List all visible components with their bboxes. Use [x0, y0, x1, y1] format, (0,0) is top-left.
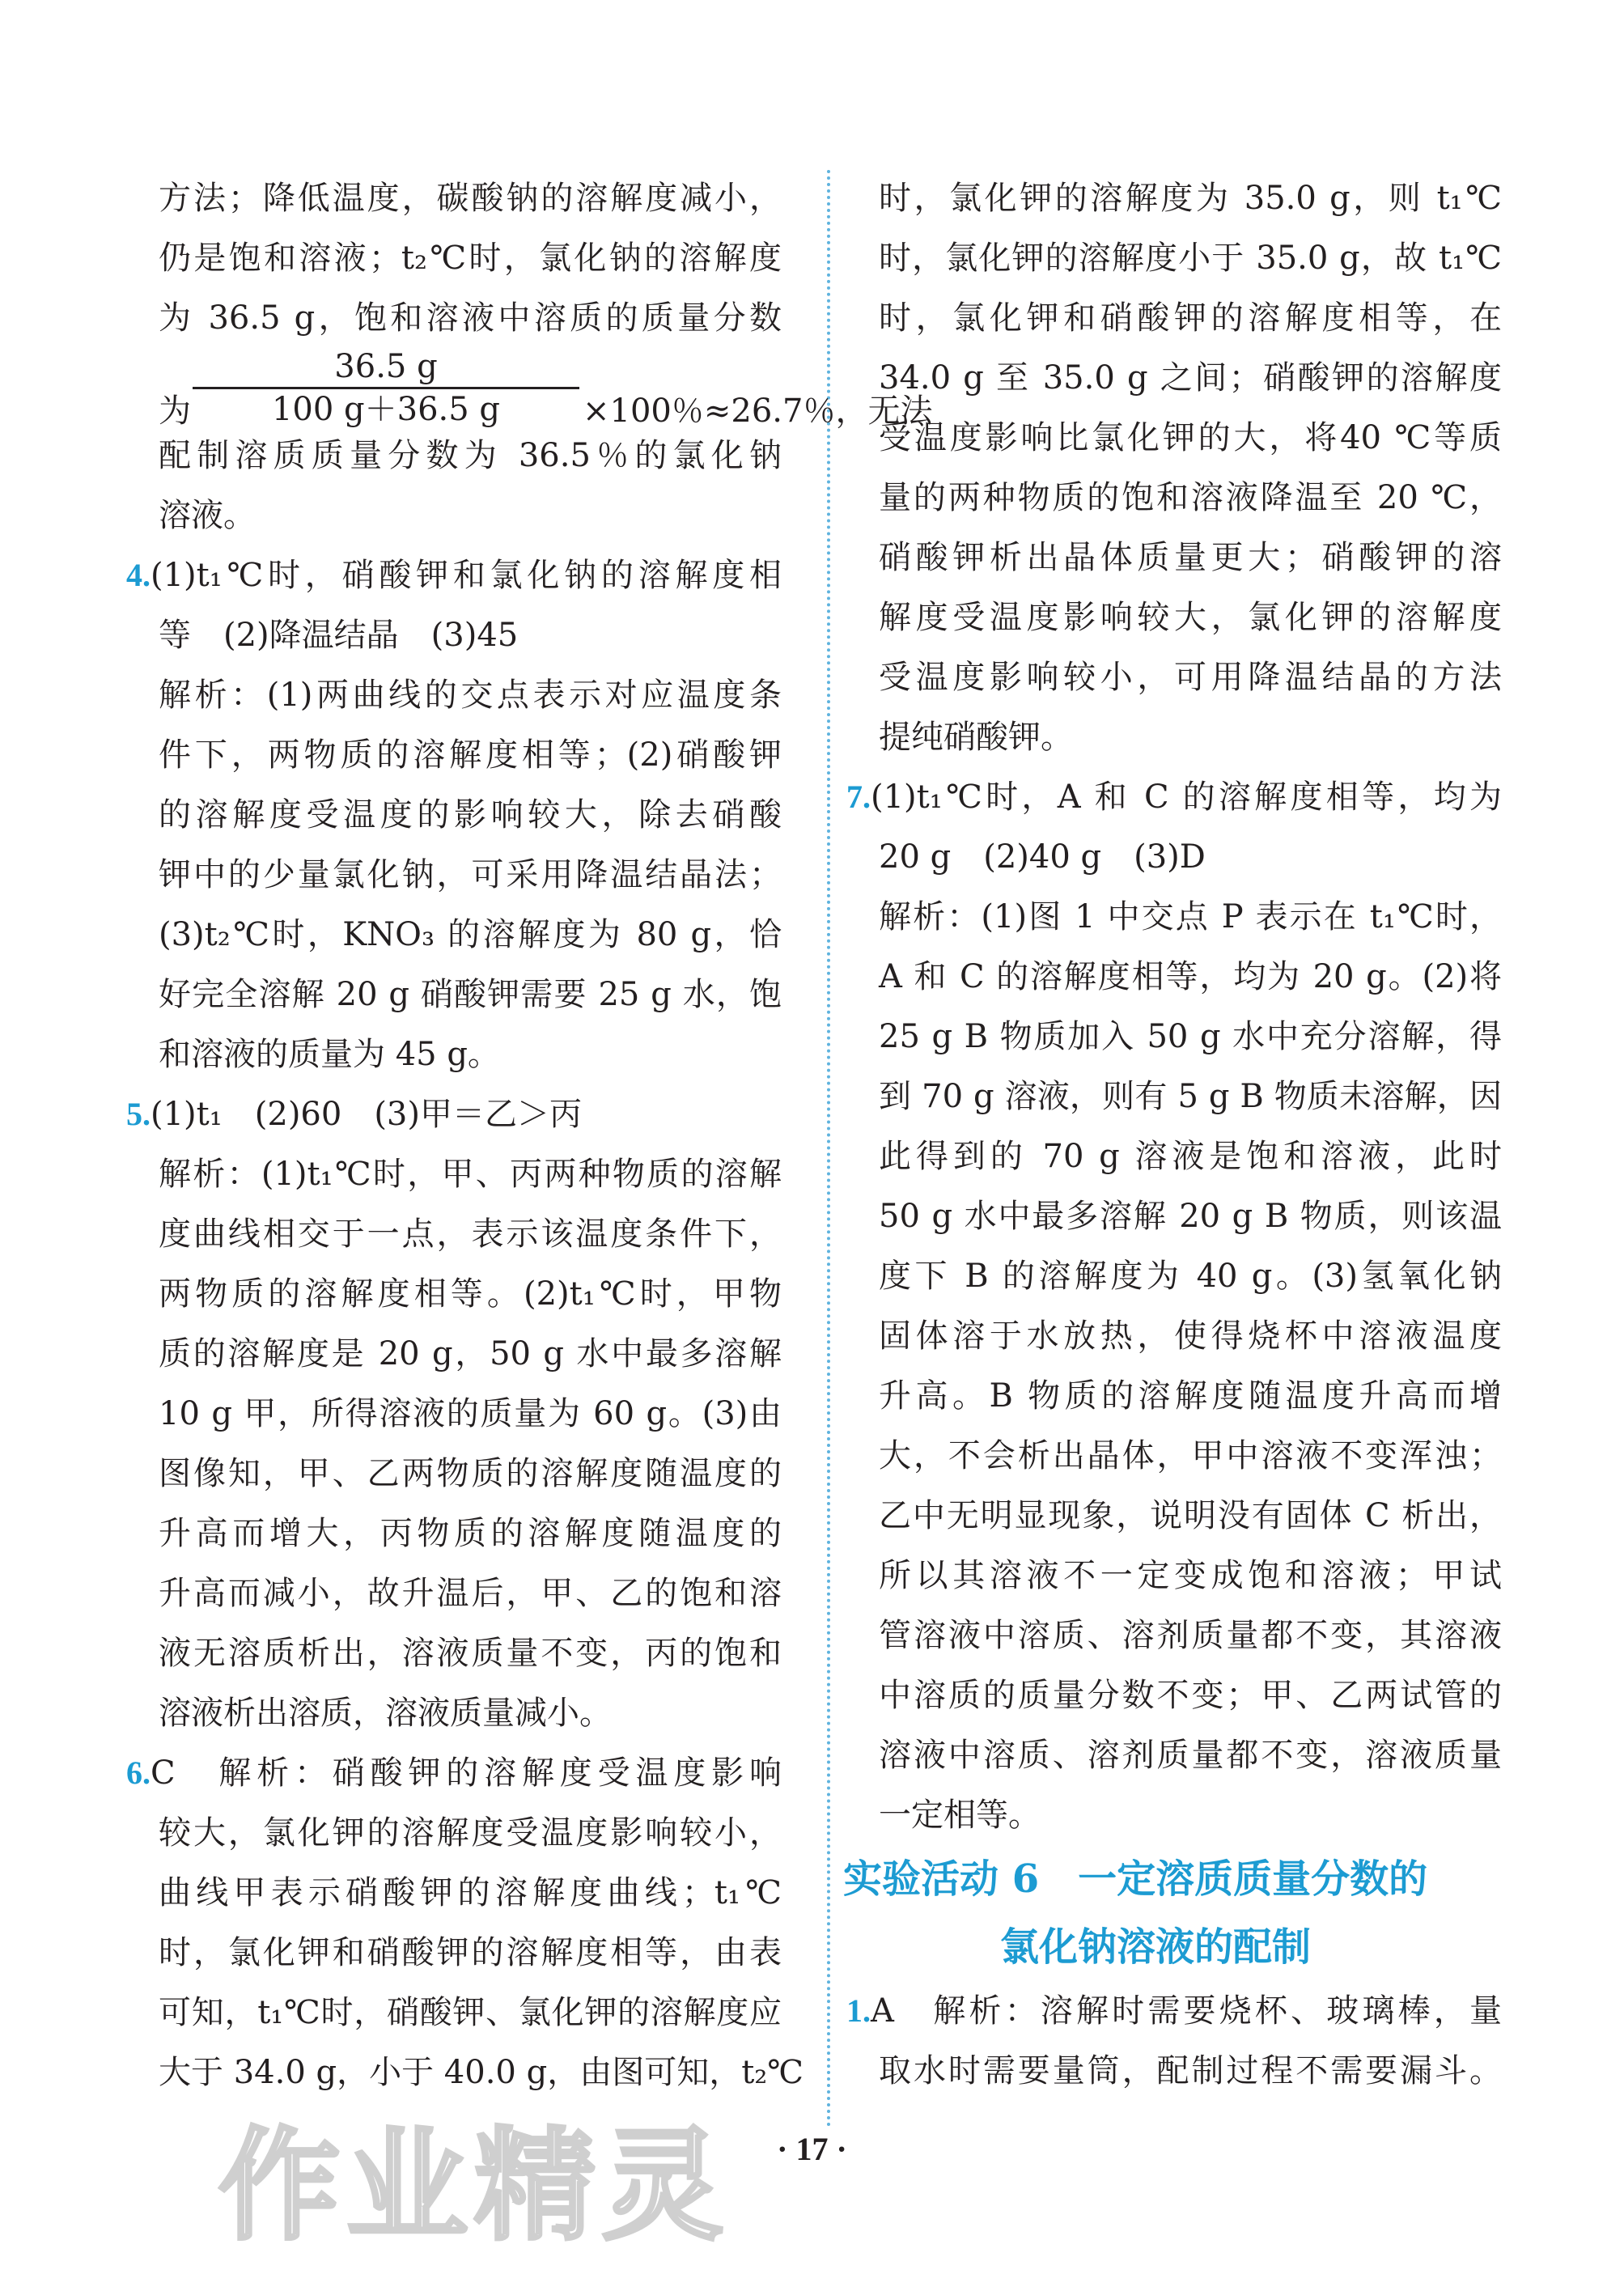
fraction	[193, 348, 579, 428]
text-line: C 解析：硝酸钾的溶解度受温度影响	[151, 1754, 782, 1792]
text-line: 和溶液的质量为 45 g。	[159, 1036, 500, 1073]
text-line: (1)t₁ (2)60 (3)甲＝乙＞丙	[151, 1096, 582, 1133]
text-line: 大于 34.0 g，小于 40.0 g，由图可知，t₂℃	[159, 2054, 804, 2091]
text-line: (1)t₁℃时，A 和 C 的溶解度相等，均为	[871, 779, 1502, 816]
text-line: 34.0 g 至 35.0 g 之间；硝酸钾的溶解度	[879, 359, 1502, 397]
text-line: 方法；降低温度，碳酸钠的溶解度减小，	[159, 180, 782, 217]
text-line: 时，氯化钾和硝酸钾的溶解度相等，由表	[159, 1934, 782, 1971]
fraction-suffix: ×100％≈26.7％，无法	[583, 392, 933, 430]
text-line: 解析：(1)t₁℃时，甲、丙两种物质的溶解	[159, 1156, 782, 1193]
text-line: 液无溶质析出，溶液质量不变，丙的饱和	[159, 1635, 782, 1672]
question-4	[126, 545, 782, 605]
text-line: 度曲线相交于一点，表示该温度条件下，	[159, 1215, 782, 1253]
section-heading: 实验活动 6 一定溶质质量分数的	[843, 1856, 1428, 1902]
text-line: 解析：(1)图 1 中交点 P 表示在 t₁℃时，	[879, 898, 1502, 935]
text-line: 硝酸钾析出晶体质量更大；硝酸钾的溶	[879, 539, 1502, 576]
text-line: 溶液。	[159, 497, 256, 534]
text-line: 曲线甲表示硝酸钾的溶解度曲线；t₁℃	[159, 1874, 782, 1911]
question-6	[126, 1743, 782, 1803]
text-line: 中溶质的质量分数不变；甲、乙两试管的	[879, 1677, 1502, 1714]
text-line: 仍是饱和溶液；t₂℃时，氯化钠的溶解度	[159, 240, 782, 277]
text-line: (1)t₁℃时，硝酸钾和氯化钠的溶解度相	[151, 557, 782, 594]
text-line: 好完全溶解 20 g 硝酸钾需要 25 g 水，饱	[159, 976, 782, 1013]
text-line: 受温度影响较小，可用降温结晶的方法	[879, 659, 1502, 696]
text-line: A 解析：溶解时需要烧杯、玻璃棒，量	[871, 1992, 1502, 2030]
text-line: 解析：(1)两曲线的交点表示对应温度条	[159, 677, 782, 714]
text-line: 管溶液中溶质、溶剂质量都不变，其溶液	[879, 1617, 1502, 1654]
text-line: 时，氯化钾的溶解度为 35.0 g，则 t₁℃	[879, 180, 1502, 217]
question-number: 6.	[126, 1754, 151, 1791]
text-line: 两物质的溶解度相等。(2)t₁℃时，甲物	[159, 1275, 782, 1313]
text-line: 件下，两物质的溶解度相等；(2)硝酸钾	[159, 736, 782, 774]
text-line: 量的两种物质的饱和溶液降温至 20 ℃，	[879, 479, 1502, 516]
left-column	[126, 168, 933, 2102]
column-divider	[827, 170, 830, 2128]
text-line: 50 g 水中最多溶解 20 g B 物质，则该温	[879, 1198, 1502, 1235]
text-line: 乙中无明显现象，说明没有固体 C 析出，	[879, 1497, 1502, 1534]
text-line: 时，氯化钾的溶解度小于 35.0 g，故 t₁℃	[879, 240, 1502, 277]
text-line: 到 70 g 溶液，则有 5 g B 物质未溶解，因	[879, 1078, 1502, 1115]
text-line: 所以其溶液不一定变成饱和溶液；甲试	[879, 1557, 1502, 1594]
text-line: 提纯硝酸钾。	[879, 719, 1073, 756]
text-line: 此得到的 70 g 溶液是饱和溶液，此时	[879, 1138, 1502, 1175]
text-line: 受温度影响比氯化钾的大，将40 ℃等质	[879, 419, 1502, 456]
text-line: A 和 C 的溶解度相等，均为 20 g。(2)将	[879, 958, 1502, 995]
text-line: 溶液中溶质、溶剂质量都不变，溶液质量	[879, 1737, 1502, 1774]
right-column	[843, 168, 1502, 2101]
text-line: 的溶解度受温度的影响较大，除去硝酸	[159, 796, 782, 834]
text-line: 等 (2)降温结晶 (3)45	[159, 617, 519, 654]
text-line: 升高而减小，故升温后，甲、乙的饱和溶	[159, 1575, 782, 1612]
question-number: 1.	[846, 1992, 871, 2029]
text-line: 大，不会析出晶体，甲中溶液不变浑浊；	[879, 1437, 1502, 1474]
page-number: · 17 ·	[777, 2131, 847, 2167]
section-heading-line2: 氯化钠溶液的配制	[1000, 1924, 1312, 1970]
question-1	[846, 1981, 1502, 2041]
question-number: 5.	[126, 1096, 151, 1132]
watermark-logo: 作业精灵	[218, 2116, 731, 2257]
text-line: 溶液析出溶质，溶液质量减小。	[159, 1695, 612, 1732]
text-line: 时，氯化钾和硝酸钾的溶解度相等，在	[879, 299, 1502, 337]
text-line: 取水时需要量筒，配制过程不需要漏斗。	[879, 2052, 1502, 2089]
fraction-numerator: 36.5 g	[334, 348, 438, 385]
question-number: 7.	[846, 779, 871, 815]
fraction-prefix: 为	[159, 392, 191, 430]
text-line: 为 36.5 g，饱和溶液中溶质的质量分数	[159, 299, 782, 337]
text-line: 配制溶质质量分数为 36.5％的氯化钠	[159, 437, 782, 474]
text-line: 钾中的少量氯化钠，可采用降温结晶法；	[159, 856, 782, 893]
question-7	[846, 767, 1502, 827]
text-line: 质的溶解度是 20 g，50 g 水中最多溶解	[159, 1335, 782, 1372]
fraction-denominator: 100 g＋36.5 g	[271, 391, 501, 428]
fraction-line	[159, 348, 933, 430]
text-line: 较大，氯化钾的溶解度受温度影响较小，	[159, 1814, 782, 1852]
text-line: 一定相等。	[879, 1797, 1041, 1834]
text-line: (3)t₂℃时，KNO₃ 的溶解度为 80 g，恰	[159, 916, 782, 953]
text-line: 升高而增大，丙物质的溶解度随温度的	[159, 1515, 782, 1552]
text-line: 固体溶于水放热，使得烧杯中溶液温度	[879, 1317, 1502, 1355]
question-5	[126, 1084, 782, 1144]
text-line: 升高。B 物质的溶解度随温度升高而增	[879, 1377, 1502, 1415]
question-number: 4.	[126, 557, 151, 593]
text-line: 图像知，甲、乙两物质的溶解度随温度的	[159, 1455, 782, 1492]
text-line: 解度受温度影响较大，氯化钾的溶解度	[879, 599, 1502, 636]
text-line: 10 g 甲，所得溶液的质量为 60 g。(3)由	[159, 1395, 782, 1432]
text-line: 可知，t₁℃时，硝酸钾、氯化钾的溶解度应	[159, 1994, 782, 2031]
text-line: 度下 B 的溶解度为 40 g。(3)氢氧化钠	[879, 1258, 1502, 1295]
text-line: 20 g (2)40 g (3)D	[879, 838, 1206, 876]
fraction-bar	[193, 387, 579, 389]
text-line: 25 g B 物质加入 50 g 水中充分溶解，得	[879, 1018, 1502, 1055]
